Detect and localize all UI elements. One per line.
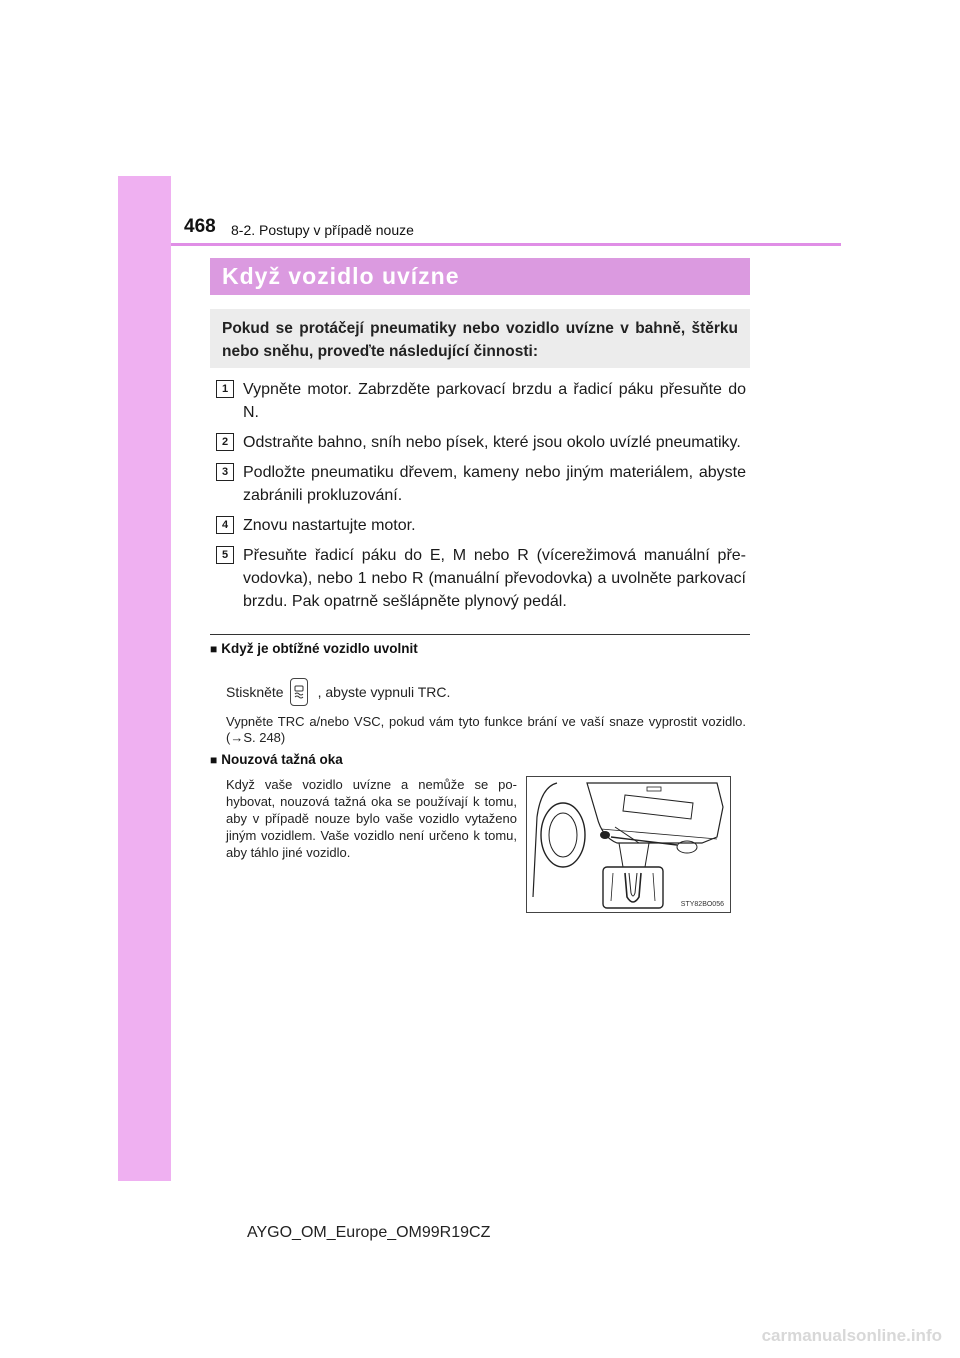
step-list (216, 378, 746, 620)
trc-vsc-note: Vypněte TRC a/nebo VSC, pokud vám tyto funkce brání ve vaší snaze vyprostit vozidlo. (→S. 248) (226, 714, 746, 745)
chapter-side-tab (118, 176, 171, 1181)
section-label: 8-2. Postupy v případě nouze (231, 222, 414, 238)
page-number: 468 (184, 216, 216, 237)
subheading-text: Nouzová tažná oka (221, 752, 343, 767)
intro-text: Pokud se protáčejí pneumatiky nebo vozidlo uvízne v bahně, štěrku nebo sněhu, proveďte následující činnosti: (222, 320, 738, 360)
title-band (210, 258, 750, 295)
press-instruction (226, 678, 450, 706)
square-bullet-icon: ■ (210, 642, 218, 656)
square-bullet-icon: ■ (210, 753, 218, 767)
step-number: 3 (216, 463, 234, 481)
step-number: 1 (216, 380, 234, 398)
step-item (216, 514, 746, 537)
towing-eyelet-illustration (526, 776, 731, 913)
illustration-code: STY82BO056 (680, 901, 724, 908)
car-rear-towing-eyelet-drawing (527, 777, 730, 912)
step-number: 5 (216, 546, 234, 564)
watermark: carmanualsonline.info (761, 1326, 942, 1345)
header-rule (171, 243, 841, 246)
section-divider (210, 634, 750, 635)
step-text: Podložte pneumatiku dřevem, kameny nebo jiným materiálem, abyste zabránili prokluzování. (243, 464, 746, 504)
subheading-towing-eyelets (210, 752, 343, 767)
intro-box (210, 309, 750, 368)
press-text-after: , abyste vypnuli TRC. (317, 684, 451, 700)
step-item (216, 461, 746, 507)
subheading-text: Když je obtížné vozidlo uvolnit (221, 641, 418, 656)
step-number: 4 (216, 516, 234, 534)
step-item (216, 431, 746, 454)
step-text: Vypněte motor. Zabrzděte parkovací brzdu a řadicí páku přesuňte do N. (243, 381, 746, 421)
press-text-before: Stiskněte (226, 684, 284, 700)
trc-off-switch-icon (290, 678, 308, 706)
footer-doc-id: AYGO_OM_Europe_OM99R19CZ (247, 1224, 491, 1241)
step-text: Znovu nastartujte motor. (243, 517, 416, 534)
step-item (216, 378, 746, 424)
step-text: Odstraňte bahno, sníh nebo písek, které jsou okolo uvízlé pneumatiky. (243, 434, 741, 451)
step-number: 2 (216, 433, 234, 451)
towing-eyelets-text: Když vaše vozidlo uvízne a nemůže se pohybovat, nouzová tažná oka se používají k tomu, aby v případě nouze bylo vaše vozidlo vytaženo jiným vozidlem. Vaše vozidlo není určeno k tomu, aby táhlo jiné vozidlo. (226, 777, 517, 860)
step-item (216, 544, 746, 613)
page-title: Když vozidlo uvízne (222, 263, 460, 289)
subheading-free-vehicle (210, 641, 418, 656)
step-text: Přesuňte řadicí páku do E, M nebo R (vícerežimová manuální převodovka), nebo 1 nebo R (manuální převodovka) a uvolněte parkovací brzdu. Pak opatrně sešlápněte plynový pedál. (243, 547, 746, 610)
